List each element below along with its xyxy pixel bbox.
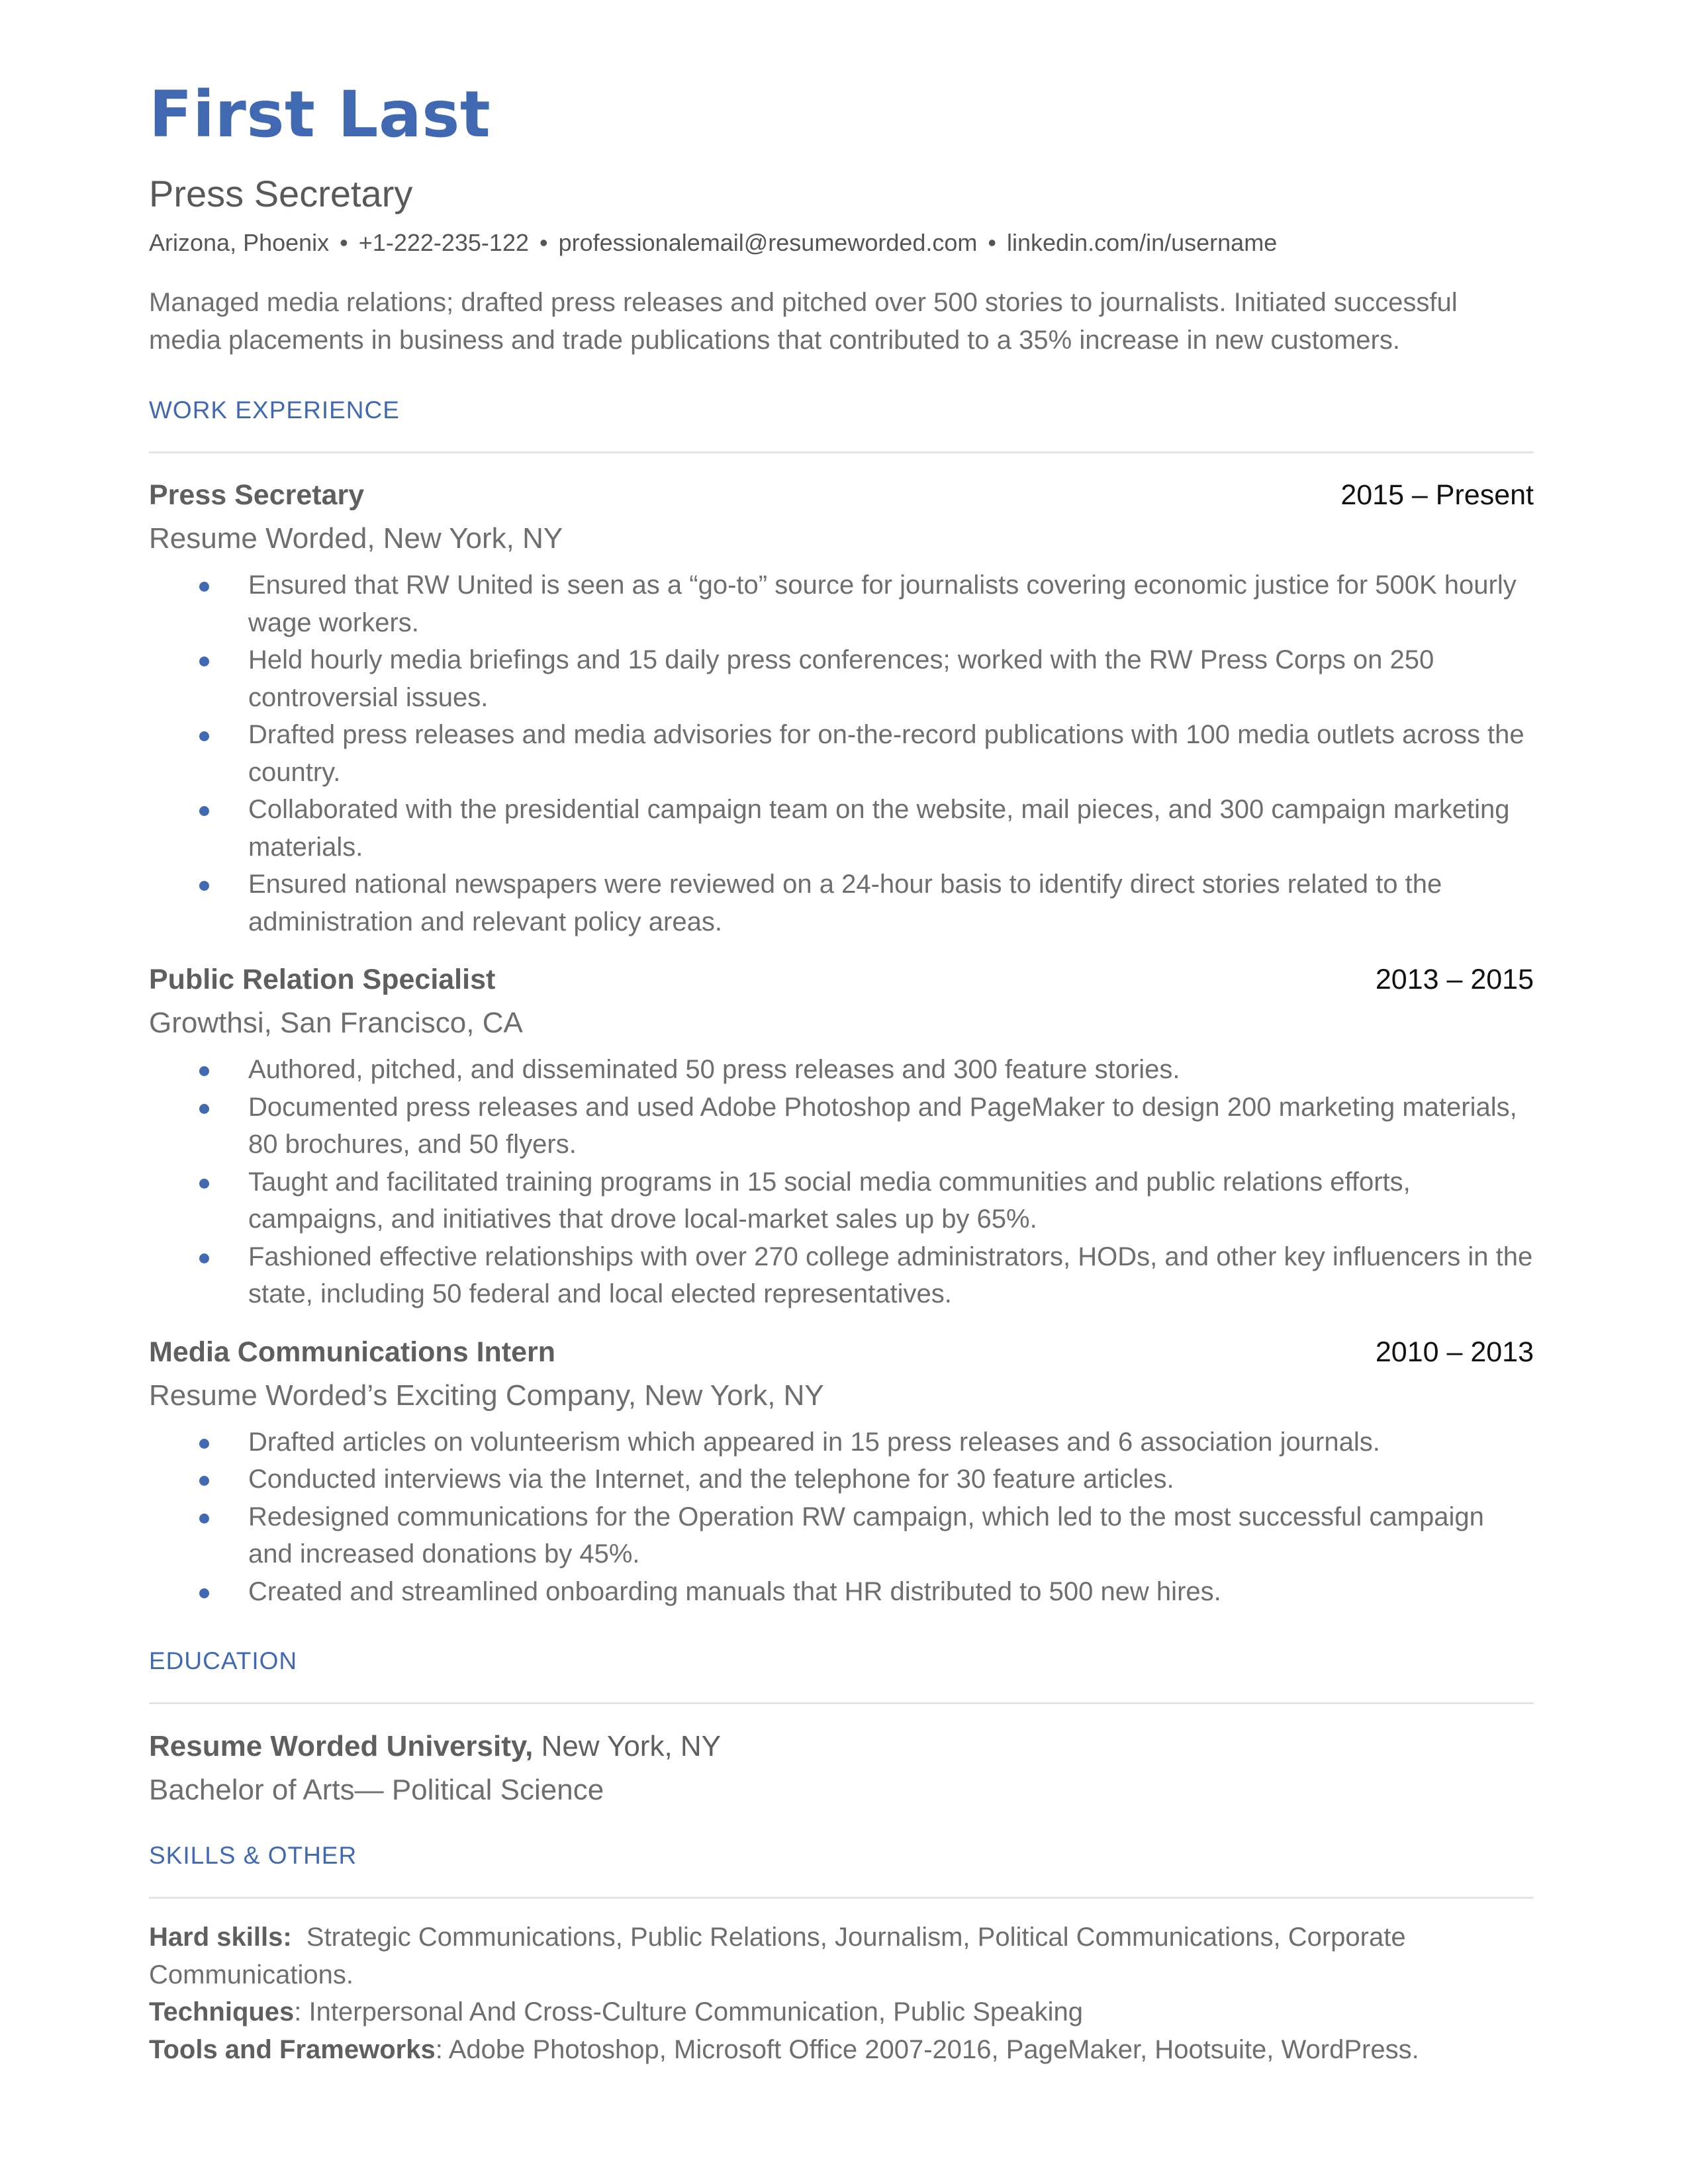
job-header <box>149 481 1534 510</box>
bullet-text: Drafted articles on volunteerism which appeared in 15 press releases and 6 association journals. <box>248 1427 1380 1457</box>
section-divider <box>149 1897 1534 1899</box>
education-location: New York, NY <box>541 1730 722 1762</box>
skills-tools <box>149 2031 1534 2069</box>
bullet-item <box>149 1498 1534 1573</box>
job-company: Resume Worded, New York, NY <box>149 522 563 555</box>
skills-hard-label: Hard skills: <box>149 1923 292 1952</box>
section-heading-skills: SKILLS & OTHER <box>149 1842 357 1869</box>
bullet-item <box>149 1089 1534 1163</box>
bullet-icon <box>199 1588 209 1598</box>
bullet-item <box>149 716 1534 791</box>
job-dates: 2010 – 2013 <box>1375 1336 1534 1368</box>
summary: Managed media relations; drafted press releases and pitched over 500 stories to journalists. Initiated successful media placements in business and trade publications that contributed to a 35% increase in new customers. <box>149 288 1458 355</box>
skills-tools-value: : Adobe Photoshop, Microsoft Office 2007-2016, PageMaker, Hootsuite, WordPress. <box>435 2034 1419 2064</box>
education-entry <box>149 1732 1534 1805</box>
bullet-item <box>149 1163 1534 1238</box>
bullet-text: Taught and facilitated training programs in 15 social media communities and public relations efforts, campaigns, and initiatives that drove local-market sales up by 65%. <box>248 1167 1411 1234</box>
education-school-line <box>149 1732 1534 1761</box>
bullet-text: Drafted press releases and media advisories for on-the-record publications with 100 media outlets across the country. <box>248 720 1524 787</box>
candidate-title: Press Secretary <box>149 173 413 214</box>
bullet-icon <box>199 582 209 592</box>
bullet-item <box>149 1461 1534 1498</box>
skills-hard <box>149 1919 1534 1993</box>
bullet-icon <box>199 1179 209 1189</box>
bullet-item <box>149 791 1534 866</box>
skills-hard-value: Strategic Communications, Public Relations, Journalism, Political Communications, Corporate Communications. <box>149 1923 1406 1989</box>
section-divider <box>149 451 1534 453</box>
bullet-text: Redesigned communications for the Operation RW campaign, which led to the most successful campaign and increased donations by 45%. <box>248 1502 1484 1569</box>
bullet-text: Ensured that RW United is seen as a “go-to” source for journalists covering economic justice for 500K hourly wage workers. <box>248 570 1517 637</box>
contact-email[interactable]: professionalemail@resumeworded.com <box>558 229 978 256</box>
bullet-item <box>149 1238 1534 1313</box>
section-heading-work: WORK EXPERIENCE <box>149 396 400 424</box>
job-title: Public Relation Specialist <box>149 964 496 995</box>
job-bullets <box>149 567 1534 940</box>
contact-separator: • <box>340 229 348 256</box>
bullet-item <box>149 866 1534 940</box>
job-company: Growthsi, San Francisco, CA <box>149 1007 523 1039</box>
bullet-text: Collaborated with the presidential campaign team on the website, mail pieces, and 300 campaign marketing materials. <box>248 795 1510 862</box>
bullet-text: Authored, pitched, and disseminated 50 press releases and 300 feature stories. <box>248 1055 1180 1084</box>
job-title: Media Communications Intern <box>149 1336 556 1368</box>
job-title: Press Secretary <box>149 479 365 511</box>
bullet-icon <box>199 731 209 741</box>
bullet-icon <box>199 1476 209 1486</box>
contact-separator: • <box>539 229 548 256</box>
bullet-item <box>149 641 1534 716</box>
bullet-text: Created and streamlined onboarding manuals that HR distributed to 500 new hires. <box>248 1576 1221 1606</box>
bullet-text: Fashioned effective relationships with over 270 college administrators, HODs, and other key influencers in the state, including 50 federal and local elected representatives. <box>248 1242 1533 1308</box>
job-entry <box>149 1338 1534 1611</box>
job-bullets <box>149 1424 1534 1611</box>
bullet-icon <box>199 1066 209 1076</box>
contact-location: Arizona, Phoenix <box>149 229 330 256</box>
bullet-icon <box>199 1253 209 1263</box>
bullet-item <box>149 1424 1534 1461</box>
bullet-text: Documented press releases and used Adobe Photoshop and PageMaker to design 200 marketing materials, 80 brochures, and 50 flyers. <box>248 1092 1517 1159</box>
contact-linkedin[interactable]: linkedin.com/in/username <box>1007 229 1278 256</box>
skills-techniques-value: : Interpersonal And Cross-Culture Communication, Public Speaking <box>294 1997 1083 2026</box>
bullet-text: Held hourly media briefings and 15 daily press conferences; worked with the RW Press Corps on 250 controversial issues. <box>248 645 1434 712</box>
contact-line <box>149 231 1534 255</box>
contact-phone: +1-222-235-122 <box>358 229 529 256</box>
skills-block <box>149 1919 1534 2068</box>
job-company: Resume Worded’s Exciting Company, New York, NY <box>149 1379 824 1412</box>
bullet-icon <box>199 881 209 891</box>
job-dates: 2015 – Present <box>1340 479 1534 511</box>
bullet-icon <box>199 806 209 816</box>
job-entry <box>149 966 1534 1313</box>
education-school: Resume Worded University, <box>149 1730 534 1762</box>
bullet-icon <box>199 1104 209 1114</box>
bullet-item <box>149 1573 1534 1611</box>
bullet-item <box>149 1051 1534 1089</box>
section-divider <box>149 1702 1534 1704</box>
skills-tools-label: Tools and Frameworks <box>149 2034 436 2064</box>
section-heading-education: EDUCATION <box>149 1647 298 1674</box>
contact-separator: • <box>988 229 997 256</box>
job-entry <box>149 481 1534 940</box>
education-degree: Bachelor of Arts— Political Science <box>149 1774 604 1806</box>
bullet-icon <box>199 657 209 666</box>
bullet-text: Conducted interviews via the Internet, and the telephone for 30 feature articles. <box>248 1465 1174 1494</box>
job-bullets <box>149 1051 1534 1313</box>
skills-techniques <box>149 1993 1534 2031</box>
job-dates: 2013 – 2015 <box>1375 964 1534 995</box>
job-header <box>149 1338 1534 1367</box>
job-header <box>149 966 1534 994</box>
bullet-text: Ensured national newspapers were reviewed on a 24-hour basis to identify direct stories related to the administration and relevant policy areas. <box>248 870 1442 936</box>
bullet-icon <box>199 1514 209 1524</box>
bullet-icon <box>199 1439 209 1449</box>
skills-techniques-label: Techniques <box>149 1997 295 2026</box>
bullet-item <box>149 567 1534 641</box>
candidate-name: First Last <box>149 77 491 152</box>
